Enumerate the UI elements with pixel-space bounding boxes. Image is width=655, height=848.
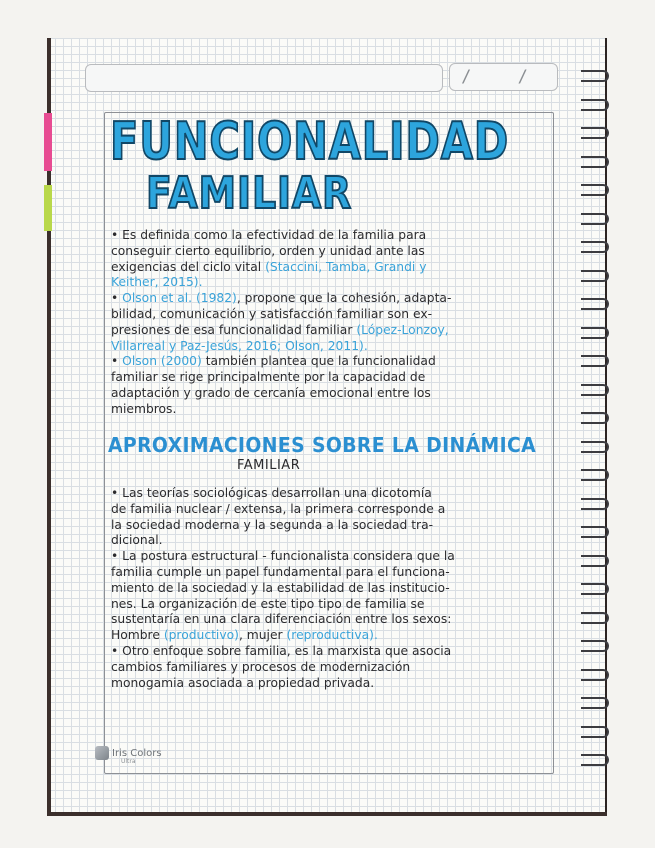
text-line	[111, 502, 551, 518]
text-line	[111, 533, 551, 549]
section2-heading: APROXIMACIONES SOBRE LA DINÁMICA	[108, 433, 537, 457]
text-line	[111, 228, 551, 244]
spiral-ring	[581, 127, 609, 139]
text-line	[111, 370, 551, 386]
text-segment: familiar se rige principalmente por la capacidad de	[111, 370, 426, 385]
title-line-1: FUNCIONALIDAD	[110, 112, 510, 172]
text-line	[111, 275, 551, 291]
text-segment: miembros.	[111, 401, 177, 416]
spiral-ring	[581, 327, 609, 339]
text-line	[111, 597, 551, 613]
text-segment: (reproductiva).	[286, 628, 378, 643]
section2-text	[111, 486, 551, 691]
text-segment: adaptación y grado de cercanía emocional entre los	[111, 385, 431, 400]
text-line	[111, 628, 551, 644]
text-segment: la sociedad moderna y la segunda a la sociedad tra-	[111, 517, 434, 532]
text-segment: de familia nuclear / extensa, la primera corresponde a	[111, 501, 446, 516]
text-segment: monogamia asociada a propiedad privada.	[111, 675, 375, 690]
spiral-ring	[581, 697, 609, 709]
spiral-ring	[581, 298, 609, 310]
page-edge-bottom	[47, 812, 607, 816]
text-segment: , mujer	[238, 628, 287, 643]
spiral-ring	[581, 99, 609, 111]
text-line	[111, 612, 551, 628]
text-segment: Villarreal y Paz-Jesús, 2016; Olson, 2011).	[111, 338, 368, 353]
text-segment: Keither, 2015).	[111, 275, 203, 290]
text-line	[111, 354, 551, 370]
text-segment: Olson et al. (1982)	[122, 291, 237, 306]
text-line	[111, 644, 551, 660]
spiral-ring	[581, 184, 609, 196]
spiral-ring	[581, 640, 609, 652]
spiral-ring	[581, 384, 609, 396]
text-segment: cambios familiares y procesos de modernización	[111, 659, 411, 674]
brand-sub: Ultra	[121, 758, 136, 765]
text-segment: familia cumple un papel fundamental para el funciona-	[111, 564, 450, 579]
text-segment: sustentaría en una clara diferenciación entre los sexos:	[111, 612, 452, 627]
text-line	[111, 244, 551, 260]
green-tab-marker	[44, 185, 52, 231]
text-segment: bilidad, comunicación y satisfacción familiar son ex-	[111, 306, 433, 321]
text-line	[111, 260, 551, 276]
pink-tab-marker	[44, 113, 52, 171]
text-segment: Hombre	[111, 628, 164, 643]
spiral-ring	[581, 70, 609, 82]
date-field: / /	[449, 63, 558, 91]
text-segment: Olson (2000)	[122, 354, 202, 369]
text-line	[111, 581, 551, 597]
text-segment: • Es definida como la efectividad de la familia para	[111, 228, 427, 242]
spiral-binding	[577, 70, 617, 810]
spiral-ring	[581, 726, 609, 738]
text-line	[111, 402, 551, 418]
spiral-ring	[581, 213, 609, 225]
text-segment: • Las teorías sociológicas desarrollan una dicotomía	[111, 486, 432, 500]
text-line	[111, 307, 551, 323]
text-segment: presiones de esa funcionalidad familiar	[111, 322, 357, 337]
text-line	[111, 339, 551, 355]
spiral-ring	[581, 441, 609, 453]
spiral-ring	[581, 156, 609, 168]
text-segment: • La postura estructural - funcionalista considera que la	[111, 549, 455, 564]
text-segment: (López-Lonzoy,	[356, 322, 449, 337]
title-line-2: FAMILIAR	[146, 168, 353, 219]
section2-subheading: FAMILIAR	[237, 458, 301, 473]
text-line	[111, 486, 551, 502]
spiral-ring	[581, 241, 609, 253]
text-line	[111, 660, 551, 676]
text-line	[111, 565, 551, 581]
brand-mark-icon	[95, 746, 109, 760]
spiral-ring	[581, 412, 609, 424]
spiral-ring	[581, 270, 609, 282]
text-segment: • Otro enfoque sobre familia, es la marxista que asocia	[111, 643, 452, 658]
spiral-ring	[581, 669, 609, 681]
text-line	[111, 291, 551, 307]
spiral-ring	[581, 555, 609, 567]
text-segment: •	[111, 354, 123, 369]
text-line	[111, 676, 551, 692]
brand-logo	[95, 746, 162, 765]
text-line	[111, 518, 551, 534]
text-segment: (productivo)	[163, 628, 239, 643]
text-segment: miento de la sociedad y la estabilidad de las institucio-	[111, 580, 450, 595]
spiral-ring	[581, 583, 609, 595]
text-segment: •	[111, 291, 123, 306]
brand-name: Iris Colors	[112, 747, 162, 759]
text-segment: también plantea que la funcionalidad	[201, 354, 436, 369]
spiral-ring	[581, 469, 609, 481]
spiral-ring	[581, 526, 609, 538]
spiral-ring	[581, 498, 609, 510]
text-segment: (Staccini, Tamba, Grandi y	[265, 259, 427, 274]
text-segment: conseguir cierto equilibrio, orden y unidad ante las	[111, 243, 425, 258]
spiral-ring	[581, 355, 609, 367]
text-segment: exigencias del ciclo vital	[111, 259, 266, 274]
text-line	[111, 549, 551, 565]
spiral-ring	[581, 754, 609, 766]
text-line	[111, 323, 551, 339]
text-segment: nes. La organización de este tipo tipo de familia se	[111, 596, 425, 611]
text-segment: dicional.	[111, 533, 163, 548]
text-line	[111, 386, 551, 402]
header-title-field	[85, 64, 443, 92]
section1-text	[111, 228, 551, 418]
spiral-ring	[581, 612, 609, 624]
text-segment: , propone que la cohesión, adapta-	[236, 291, 452, 306]
